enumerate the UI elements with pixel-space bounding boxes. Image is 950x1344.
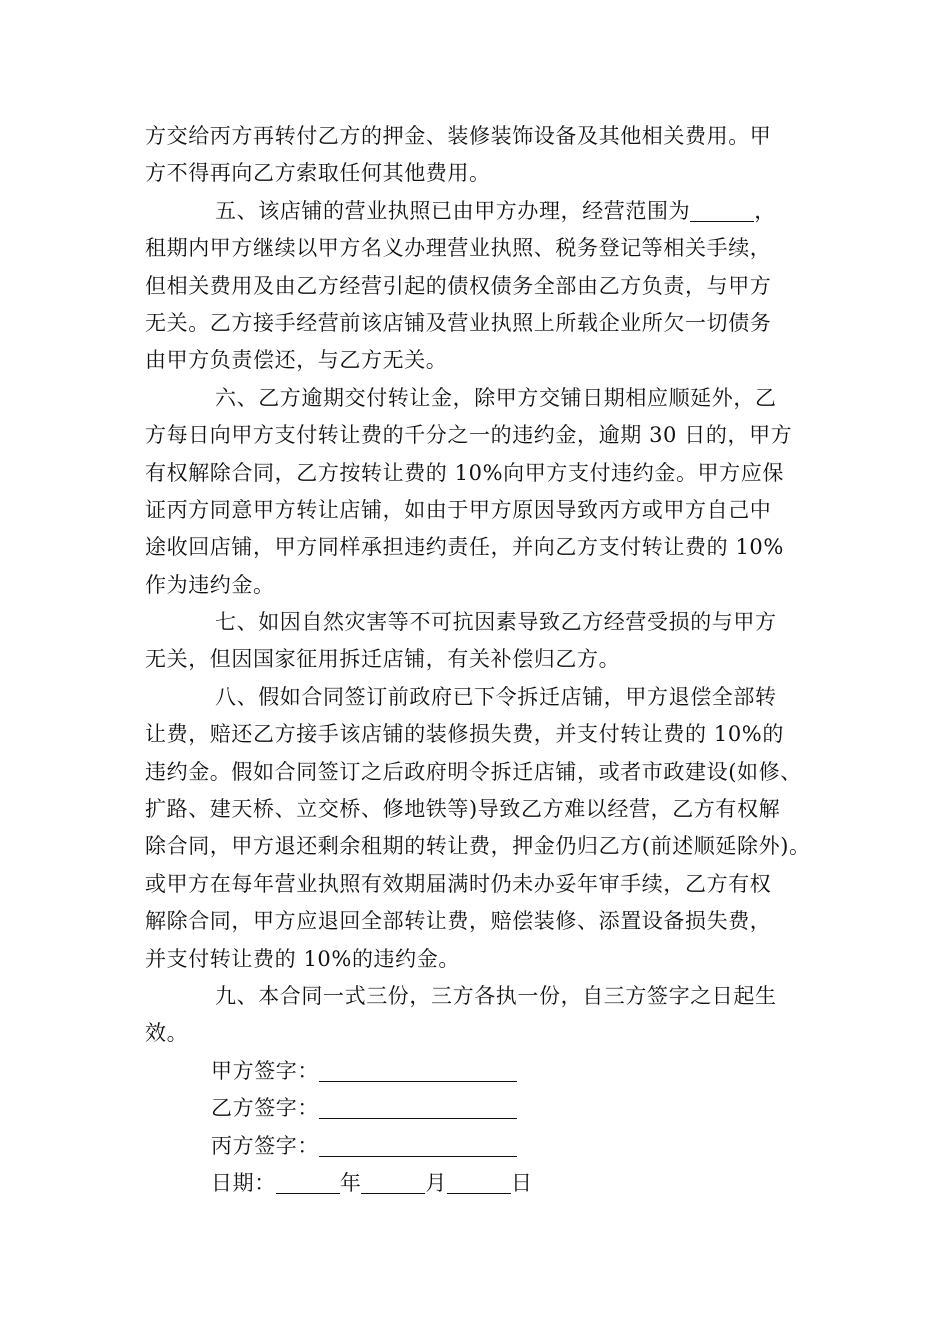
date-label: 日期： <box>211 1170 276 1195</box>
signature-label: 甲方签字： <box>211 1058 319 1083</box>
paragraph-line: 解除合同，甲方应退回全部转让费，赔偿装修、添置设备损失费， <box>145 909 772 934</box>
contract-page <box>145 118 810 1202</box>
paragraph-line: 证丙方同意甲方转让店铺，如由于甲方原因导致丙方或甲方自己中 <box>145 497 772 522</box>
paragraph-line: 但相关费用及由乙方经营引起的债权债务全部由乙方负责，与甲方 <box>145 273 772 298</box>
paragraph-line: 方交给丙方再转付乙方的押金、装修装饰设备及其他相关费用。甲 <box>145 124 772 148</box>
clause-5-first-line <box>145 193 810 230</box>
clause-7-first-line: 七、如因自然灾害等不可抗因素导致乙方经营受损的与甲方 <box>215 610 777 635</box>
date-row <box>145 1165 810 1202</box>
paragraph-line: 让费，赔还乙方接手该店铺的装修损失费，并支付转让费的 10%的 <box>145 722 784 747</box>
paragraph-line: 租期内甲方继续以甲方名义办理营业执照、税务登记等相关手续， <box>145 236 772 261</box>
paragraph-line: 无关。乙方接手经营前该店铺及营业执照上所载企业所欠一切债务 <box>145 310 772 335</box>
clause-5-text: 五、该店铺的营业执照已由甲方办理，经营范围为 <box>215 198 691 223</box>
paragraph-line: 效。 <box>145 1021 189 1046</box>
clause-8-first-line: 八、假如合同签订前政府已下令拆迁店铺，甲方退偿全部转 <box>215 684 777 709</box>
signature-party-a <box>145 1053 810 1090</box>
year-blank[interactable] <box>276 1171 340 1194</box>
year-label: 年 <box>339 1170 362 1195</box>
clause-9-first-line: 九、本合同一式三份，三方各执一份，自三方签字之日起生 <box>215 983 777 1008</box>
paragraph-line: 作为违约金。 <box>145 572 275 597</box>
month-label: 月 <box>425 1170 448 1195</box>
business-scope-blank <box>690 199 754 222</box>
paragraph-line: 无关，但因国家征用拆迁店铺，有关补偿归乙方。 <box>145 647 621 672</box>
clause-5-comma: ， <box>754 198 776 223</box>
signature-label: 丙方签字： <box>211 1133 319 1158</box>
paragraph-line: 由甲方负责偿还，与乙方无关。 <box>145 348 448 373</box>
signature-blank[interactable] <box>319 1059 517 1082</box>
month-blank[interactable] <box>361 1171 425 1194</box>
paragraph-line: 并支付转让费的 10%的违约金。 <box>145 946 460 971</box>
signature-party-c <box>145 1128 810 1165</box>
day-label: 日 <box>511 1170 533 1195</box>
paragraph-line: 方每日向甲方支付转让费的千分之一的违约金，逾期 30 日的，甲方 <box>145 423 793 448</box>
paragraph-line: 有权解除合同，乙方按转让费的 10%向甲方支付违约金。甲方应保 <box>145 460 784 485</box>
paragraph-line: 扩路、建天桥、立交桥、修地铁等)导致乙方难以经营，乙方有权解 <box>145 797 781 822</box>
paragraph-line: 除合同，甲方退还剩余租期的转让费，押金仍归乙方(前述顺延除外)。 <box>145 834 811 859</box>
paragraph-line: 违约金。假如合同签订之后政府明令拆迁店铺，或者市政建设(如修、 <box>145 759 802 784</box>
paragraph-line: 或甲方在每年营业执照有效期届满时仍未办妥年审手续，乙方有权 <box>145 871 772 896</box>
signature-label: 乙方签字： <box>211 1096 319 1121</box>
day-blank[interactable] <box>447 1171 511 1194</box>
paragraph-line: 方不得再向乙方索取任何其他费用。 <box>145 161 491 186</box>
signature-blank[interactable] <box>319 1134 517 1157</box>
clause-6-first-line: 六、乙方逾期交付转让金，除甲方交铺日期相应顺延外，乙 <box>215 385 777 410</box>
signature-party-b <box>145 1090 810 1127</box>
signature-blank[interactable] <box>319 1096 517 1119</box>
paragraph-line: 途收回店铺，甲方同样承担违约责任，并向乙方支付转让费的 10% <box>145 535 784 560</box>
